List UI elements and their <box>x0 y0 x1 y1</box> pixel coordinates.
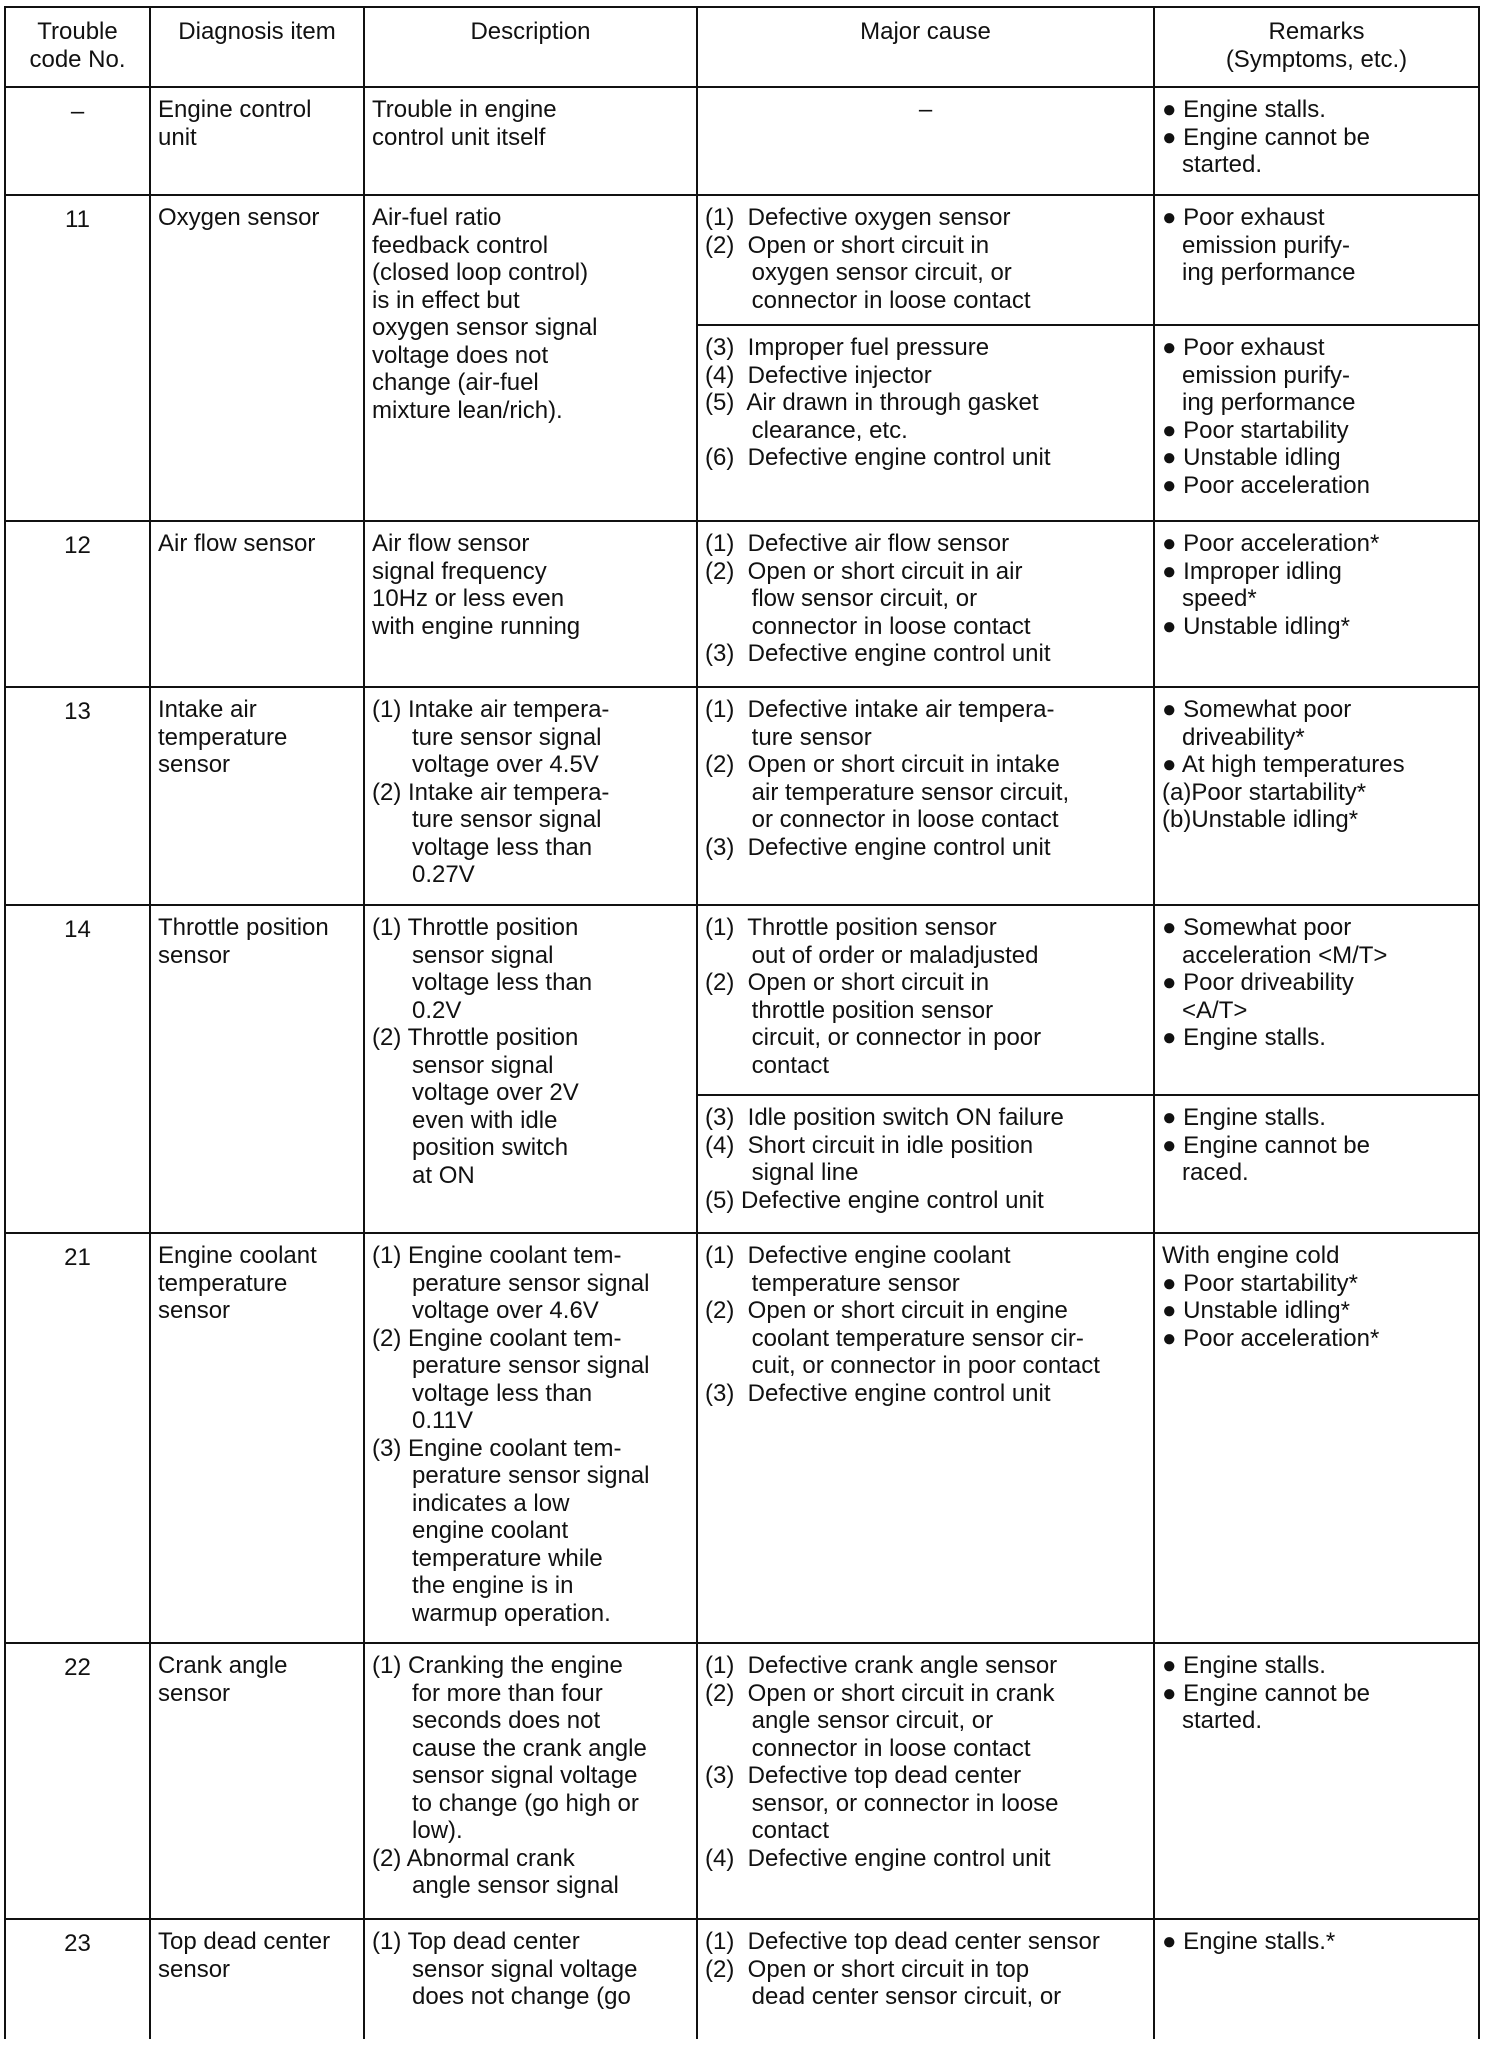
remarks-cell <box>1154 905 1479 1095</box>
description-cell <box>364 1919 697 2039</box>
major-cause-cell-line: (1) Defective engine coolant <box>705 1242 1011 1269</box>
remarks-cell-line: ● Unstable idling <box>1162 444 1341 471</box>
remarks-cell-line: ● Engine stalls. <box>1162 1104 1326 1131</box>
diagnosis-item-cell-line: unit <box>158 123 197 151</box>
major-cause-cell-line: (2) Open or short circuit in <box>705 231 990 259</box>
remarks-cell-line: ● Somewhat poor <box>1162 696 1352 723</box>
diagnosis-item-cell-line: sensor <box>158 1955 231 1983</box>
major-cause-cell-line: cuit, or connector in poor contact <box>705 1352 1100 1379</box>
remarks-cell-line: ● Engine cannot be <box>1162 1679 1370 1707</box>
description-cell <box>364 687 697 905</box>
remarks-cell <box>1154 1095 1479 1233</box>
major-cause-cell <box>697 687 1154 905</box>
remarks-cell-line: ● Poor startability <box>1162 416 1349 444</box>
major-cause-cell <box>697 325 1154 521</box>
description-cell-line: Trouble in engine <box>372 96 557 123</box>
description-cell <box>364 1233 697 1643</box>
description-cell-line: perature sensor signal <box>372 1462 650 1489</box>
major-cause-cell-line: or connector in loose contact <box>705 806 1059 833</box>
major-cause-cell-line: (2) Open or short circuit in intake <box>705 751 1060 778</box>
major-cause-cell-line: coolant temperature sensor cir- <box>705 1324 1084 1352</box>
remarks-cell <box>1154 195 1479 325</box>
remarks-cell-line: ● Engine cannot be <box>1162 123 1370 151</box>
major-cause-cell-line: sensor, or connector in loose <box>705 1789 1059 1817</box>
remarks-cell <box>1154 687 1479 905</box>
description-cell-line: change (air-fuel <box>372 369 539 396</box>
major-cause-cell-line: (1) Throttle position sensor <box>705 914 997 941</box>
description-cell-line: even with idle <box>372 1106 558 1134</box>
major-cause-cell-line: (3) Defective engine control unit <box>705 640 1051 667</box>
diagnosis-item-cell-line: temperature <box>158 723 288 751</box>
description-cell <box>364 195 697 521</box>
major-cause-cell-line: temperature sensor <box>705 1269 960 1297</box>
description-cell-line: ture sensor signal <box>372 723 602 751</box>
remarks-cell-line: speed* <box>1162 585 1257 612</box>
remarks-cell-line: ● Improper idling <box>1162 557 1342 585</box>
major-cause-cell-line: air temperature sensor circuit, <box>705 778 1070 806</box>
description-cell-line: Air flow sensor <box>372 530 530 557</box>
header-row <box>5 7 1479 87</box>
remarks-cell-line: ing performance <box>1162 389 1356 416</box>
header-code-line: code No. <box>29 45 126 73</box>
major-cause-cell-line: out of order or maladjusted <box>705 941 1039 969</box>
remarks-cell <box>1154 87 1479 195</box>
table-row <box>5 1643 1479 1919</box>
remarks-cell-line: raced. <box>1162 1159 1249 1186</box>
table-row <box>5 87 1479 195</box>
major-cause-cell-line: connector in loose contact <box>705 612 1031 640</box>
description-cell-line: is in effect but <box>372 286 520 314</box>
description-cell <box>364 905 697 1233</box>
diagnosis-item-cell-line: sensor <box>158 1297 231 1324</box>
description-cell <box>364 1643 697 1919</box>
remarks-cell-line: emission purify- <box>1162 231 1351 259</box>
description-cell <box>364 521 697 687</box>
major-cause-cell-line: flow sensor circuit, or <box>705 585 978 612</box>
remarks-cell <box>1154 325 1479 521</box>
major-cause-cell-line: (4) Defective injector <box>705 361 932 389</box>
description-cell-line: with engine running <box>372 612 581 640</box>
diagnosis-item-cell-line: sensor <box>158 751 231 778</box>
remarks-cell-line: driveability* <box>1162 723 1305 751</box>
header-remarks <box>1154 7 1479 87</box>
remarks-cell-line: ● Engine stalls. <box>1162 1652 1326 1679</box>
trouble-code-cell: – <box>5 87 150 195</box>
major-cause-cell-line: (6) Defective engine control unit <box>705 444 1051 471</box>
description-cell-line: voltage less than <box>372 1379 593 1407</box>
diagnosis-item-cell <box>150 1643 364 1919</box>
remarks-cell-line: ● Poor driveability <box>1162 969 1354 996</box>
major-cause-cell-line: connector in loose contact <box>705 1734 1031 1762</box>
diagnosis-item-cell-line: Oxygen sensor <box>158 204 320 231</box>
description-cell-line: the engine is in <box>372 1572 574 1599</box>
description-cell-line: (closed loop control) <box>372 259 589 286</box>
description-cell-line: at ON <box>372 1161 475 1189</box>
major-cause-cell-line: (3) Idle position switch ON failure <box>705 1104 1064 1131</box>
remarks-cell-line: ● At high temperatures <box>1162 751 1405 778</box>
description-cell-line: sensor signal voltage <box>372 1955 638 1983</box>
major-cause-cell-line: oxygen sensor circuit, or <box>705 259 1012 286</box>
description-cell-line: indicates a low <box>372 1489 570 1517</box>
remarks-cell-line: ● Poor startability* <box>1162 1269 1358 1297</box>
description-cell-line: (1) Top dead center <box>372 1928 580 1955</box>
diagnosis-item-cell <box>150 1919 364 2039</box>
remarks-cell-line: (b)Unstable idling* <box>1162 806 1359 833</box>
remarks-cell-line: ● Unstable idling* <box>1162 612 1350 640</box>
remarks-cell-line: ● Poor acceleration <box>1162 471 1370 499</box>
description-cell-line: sensor signal voltage <box>372 1762 638 1789</box>
remarks-cell-line: ● Poor acceleration* <box>1162 1324 1380 1352</box>
major-cause-cell-line: (3) Improper fuel pressure <box>705 334 990 361</box>
diagnosis-item-cell <box>150 1233 364 1643</box>
major-cause-cell-line: (5) Air drawn in through gasket <box>705 389 1039 416</box>
major-cause-cell-line: contact <box>705 1817 830 1844</box>
description-cell-line: 0.11V <box>372 1407 473 1434</box>
remarks-cell <box>1154 1643 1479 1919</box>
major-cause-cell-line: – <box>918 96 933 123</box>
major-cause-cell-line: (1) Defective intake air tempera- <box>705 696 1055 723</box>
remarks-cell-line: ● Somewhat poor <box>1162 914 1352 941</box>
major-cause-cell-line: (1) Defective air flow sensor <box>705 530 1010 557</box>
trouble-code-cell: 13 <box>5 687 150 905</box>
remarks-cell <box>1154 1919 1479 2039</box>
remarks-cell-line: ● Poor exhaust <box>1162 334 1325 361</box>
header-major-cause: Major cause <box>697 7 1154 87</box>
remarks-cell-line: ● Engine stalls.* <box>1162 1928 1336 1955</box>
major-cause-cell <box>697 1643 1154 1919</box>
remarks-cell-line: With engine cold <box>1162 1242 1340 1269</box>
description-cell-line: does not change (go <box>372 1983 631 2010</box>
description-cell <box>364 87 697 195</box>
major-cause-cell-line: (3) Defective engine control unit <box>705 1379 1051 1407</box>
description-cell-line: seconds does not <box>372 1707 601 1734</box>
major-cause-cell-line: (4) Defective engine control unit <box>705 1844 1051 1872</box>
major-cause-cell-line: (1) Defective top dead center sensor <box>705 1928 1100 1955</box>
description-cell-line: 10Hz or less even <box>372 585 565 612</box>
major-cause-cell-line: (1) Defective oxygen sensor <box>705 204 1011 231</box>
description-cell-line: for more than four <box>372 1679 603 1707</box>
header-description: Description <box>364 7 697 87</box>
diagnosis-item-cell <box>150 521 364 687</box>
header-remarks-line: (Symptoms, etc.) <box>1225 45 1408 73</box>
description-cell-line: voltage does not <box>372 341 549 369</box>
major-cause-cell-line: (2) Open or short circuit in <box>705 969 990 996</box>
major-cause-cell-line: contact <box>705 1051 830 1079</box>
description-cell-line: perature sensor signal <box>372 1269 650 1297</box>
major-cause-cell-line: (1) Defective crank angle sensor <box>705 1652 1058 1679</box>
description-cell-line: 0.2V <box>372 996 462 1024</box>
remarks-cell-line: ing performance <box>1162 259 1356 286</box>
description-cell-line: (1) Throttle position <box>372 914 579 941</box>
diagnosis-item-cell <box>150 687 364 905</box>
table-row <box>5 1919 1479 2039</box>
table-row <box>5 1233 1479 1643</box>
header-trouble-code <box>5 7 150 87</box>
major-cause-cell-line: throttle position sensor <box>705 996 994 1024</box>
major-cause-cell <box>697 195 1154 325</box>
remarks-cell-line: ● Engine stalls. <box>1162 96 1326 123</box>
major-cause-cell <box>697 87 1154 195</box>
description-cell-line: low). <box>372 1817 463 1844</box>
major-cause-cell-line: dead center sensor circuit, or <box>705 1983 1062 2010</box>
diagnosis-item-cell <box>150 87 364 195</box>
header-remarks-line: Remarks <box>1268 18 1365 45</box>
description-cell-line: sensor signal <box>372 1051 554 1079</box>
diagnosis-item-cell-line: sensor <box>158 1679 231 1707</box>
major-cause-cell <box>697 521 1154 687</box>
description-cell-line: feedback control <box>372 231 549 259</box>
table-row <box>5 905 1479 1095</box>
major-cause-cell-line: connector in loose contact <box>705 286 1031 314</box>
description-cell-line: mixture lean/rich). <box>372 396 563 424</box>
diagnosis-item-cell-line: Air flow sensor <box>158 530 316 557</box>
major-cause-cell-line: (3) Defective engine control unit <box>705 833 1051 861</box>
remarks-cell <box>1154 521 1479 687</box>
description-cell-line: 0.27V <box>372 861 475 888</box>
diagnosis-item-cell-line: Top dead center <box>158 1928 331 1955</box>
description-cell-line: position switch <box>372 1134 569 1161</box>
diagnosis-table <box>4 6 1480 2039</box>
major-cause-cell <box>697 1095 1154 1233</box>
remarks-cell-line: ● Engine cannot be <box>1162 1131 1370 1159</box>
table-row <box>5 687 1479 905</box>
description-cell-line: angle sensor signal <box>372 1872 619 1899</box>
description-cell-line: (2) Intake air tempera- <box>372 778 610 806</box>
major-cause-cell-line: (3) Defective top dead center <box>705 1762 1022 1789</box>
major-cause-cell-line: circuit, or connector in poor <box>705 1024 1042 1051</box>
major-cause-cell-line: (2) Open or short circuit in air <box>705 557 1023 585</box>
table-row <box>5 521 1479 687</box>
trouble-code-cell: 21 <box>5 1233 150 1643</box>
remarks-cell-line: ● Unstable idling* <box>1162 1297 1350 1324</box>
description-cell-line: temperature while <box>372 1544 603 1572</box>
major-cause-cell <box>697 1233 1154 1643</box>
major-cause-cell-line: (2) Open or short circuit in top <box>705 1955 1030 1983</box>
description-cell-line: voltage over 2V <box>372 1079 579 1106</box>
diagnosis-item-cell-line: Throttle position <box>158 914 329 941</box>
diagnosis-item-cell-line: Intake air <box>158 696 257 723</box>
remarks-cell-line: <A/T> <box>1162 996 1248 1024</box>
remarks-cell-line: acceleration <M/T> <box>1162 941 1388 969</box>
description-cell-line: (1) Intake air tempera- <box>372 696 610 723</box>
diagnosis-item-cell-line: Crank angle <box>158 1652 288 1679</box>
major-cause-cell-line: angle sensor circuit, or <box>705 1707 994 1734</box>
diagnosis-item-cell <box>150 905 364 1233</box>
description-cell-line: (1) Cranking the engine <box>372 1652 623 1679</box>
remarks-cell-line: emission purify- <box>1162 361 1351 389</box>
description-cell-line: voltage over 4.6V <box>372 1297 599 1324</box>
remarks-cell-line: (a)Poor startability* <box>1162 778 1367 806</box>
diagnosis-item-cell <box>150 195 364 521</box>
description-cell-line: voltage over 4.5V <box>372 751 599 778</box>
trouble-code-cell: 11 <box>5 195 150 521</box>
major-cause-cell-line: ture sensor <box>705 723 872 751</box>
description-cell-line: (1) Engine coolant tem- <box>372 1242 622 1269</box>
table-body <box>5 87 1479 2039</box>
description-cell-line: warmup operation. <box>372 1599 611 1627</box>
diagnosis-item-cell-line: sensor <box>158 941 231 969</box>
description-cell-line: (3) Engine coolant tem- <box>372 1434 622 1462</box>
header-diagnosis-item: Diagnosis item <box>150 7 364 87</box>
description-cell-line: voltage less than <box>372 969 593 996</box>
remarks-cell <box>1154 1233 1479 1643</box>
description-cell-line: cause the crank angle <box>372 1734 647 1762</box>
description-cell-line: (2) Abnormal crank <box>372 1844 575 1872</box>
description-cell-line: perature sensor signal <box>372 1352 650 1379</box>
major-cause-cell <box>697 905 1154 1095</box>
description-cell-line: ture sensor signal <box>372 806 602 833</box>
major-cause-cell-line: (5) Defective engine control unit <box>705 1186 1044 1214</box>
remarks-cell-line: ● Poor acceleration* <box>1162 530 1380 557</box>
table-row <box>5 195 1479 325</box>
description-cell-line: voltage less than <box>372 833 593 861</box>
remarks-cell-line: started. <box>1162 1707 1263 1734</box>
major-cause-cell-line: signal line <box>705 1159 859 1186</box>
major-cause-cell-line: clearance, etc. <box>705 416 908 444</box>
description-cell-line: (2) Engine coolant tem- <box>372 1324 622 1352</box>
diagnosis-item-cell-line: Engine coolant <box>158 1242 317 1269</box>
major-cause-cell-line: (2) Open or short circuit in engine <box>705 1297 1068 1324</box>
description-cell-line: Air-fuel ratio <box>372 204 502 231</box>
remarks-cell-line: ● Poor exhaust <box>1162 204 1325 231</box>
description-cell-line: signal frequency <box>372 557 547 585</box>
trouble-code-cell: 12 <box>5 521 150 687</box>
description-cell-line: sensor signal <box>372 941 554 969</box>
description-cell-line: engine coolant <box>372 1517 569 1544</box>
major-cause-cell <box>697 1919 1154 2039</box>
description-cell-line: to change (go high or <box>372 1789 639 1817</box>
trouble-code-cell: 22 <box>5 1643 150 1919</box>
major-cause-cell-line: (2) Open or short circuit in crank <box>705 1679 1055 1707</box>
description-cell-line: oxygen sensor signal <box>372 314 598 341</box>
remarks-cell-line: ● Engine stalls. <box>1162 1024 1326 1051</box>
major-cause-cell-line: (4) Short circuit in idle position <box>705 1131 1034 1159</box>
description-cell-line: (2) Throttle position <box>372 1024 579 1051</box>
diagnosis-item-cell-line: Engine control <box>158 96 312 123</box>
remarks-cell-line: started. <box>1162 151 1263 178</box>
trouble-code-cell: 14 <box>5 905 150 1233</box>
description-cell-line: control unit itself <box>372 123 546 151</box>
trouble-code-cell: 23 <box>5 1919 150 2039</box>
diagnosis-item-cell-line: temperature <box>158 1269 288 1297</box>
header-code-line: Trouble <box>37 18 118 45</box>
